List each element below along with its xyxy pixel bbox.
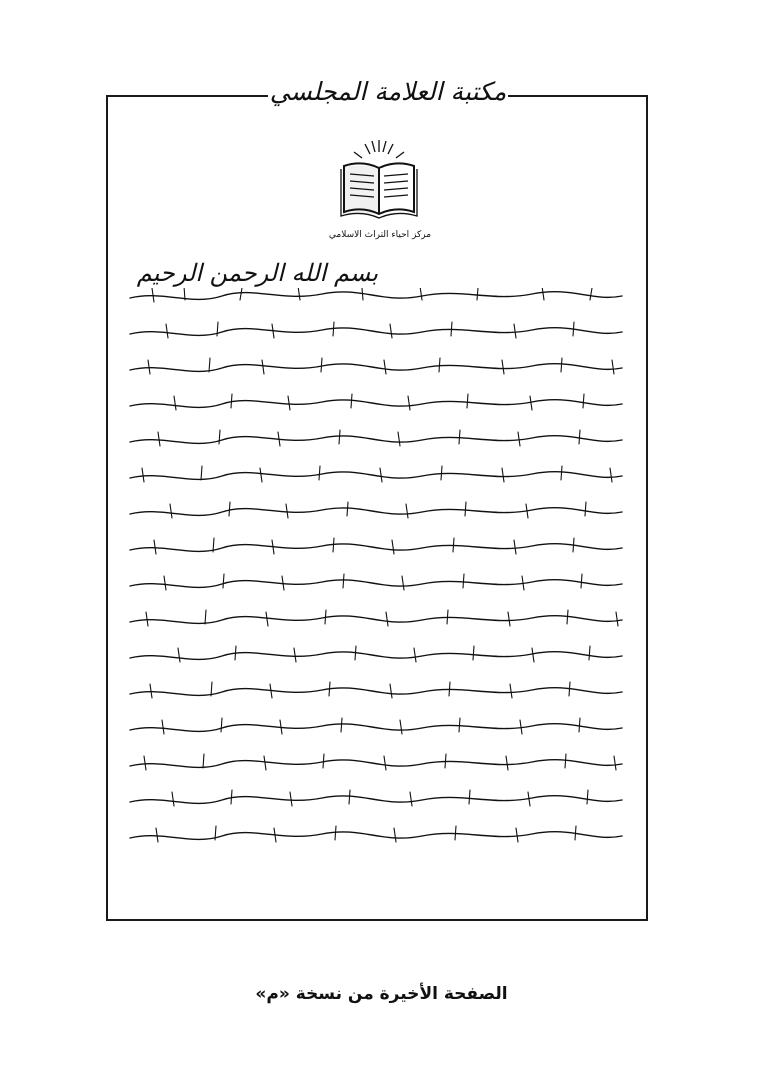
basmala: بسم الله الرحمن الرحيم (136, 259, 378, 287)
library-name-header: مكتبة العلامة المجلسي (268, 72, 508, 112)
page-caption: الصفحة الأخيرة من نسخة «م» (255, 984, 508, 1004)
manuscript-handwriting (122, 288, 630, 874)
header-rule-right (500, 95, 648, 97)
header-rule-left (106, 95, 276, 97)
emblem-label: مركز احياء التراث الاسلامي (328, 230, 432, 240)
